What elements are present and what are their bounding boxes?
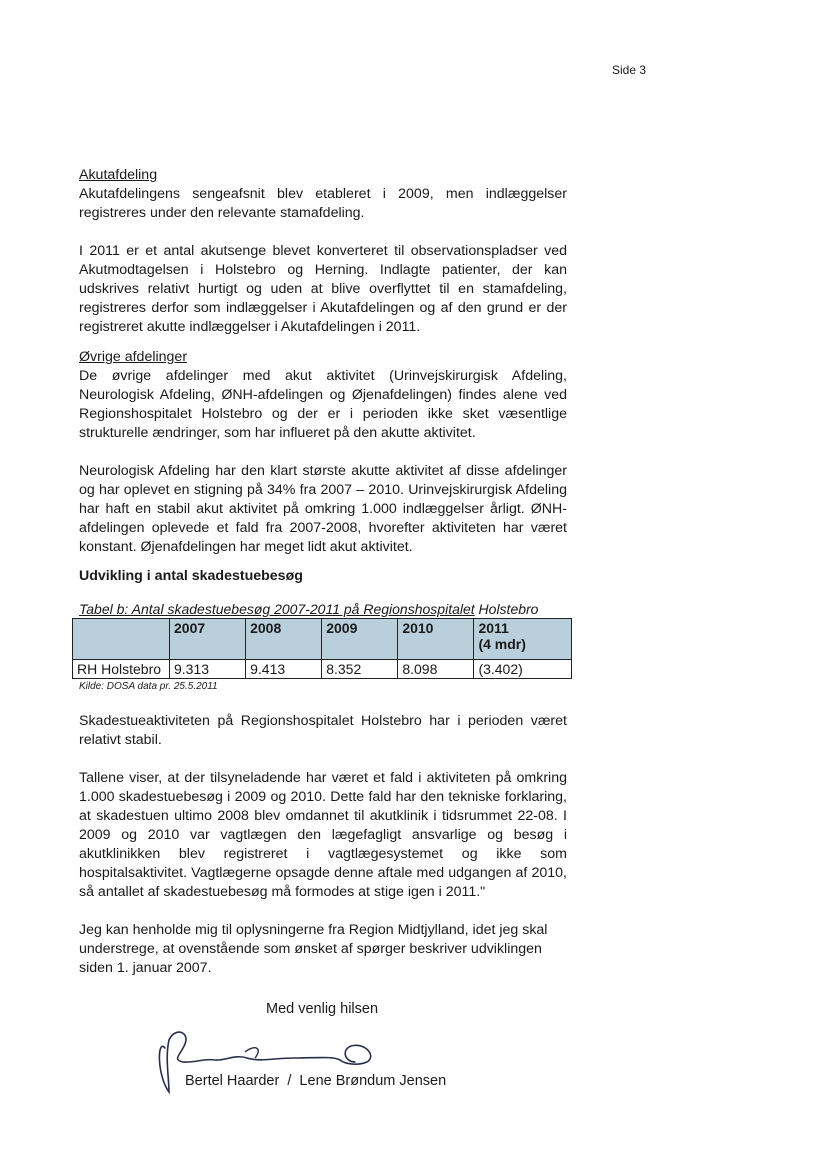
- cell-2010: 8.098: [398, 660, 474, 679]
- header-cell-2010: 2010: [398, 619, 474, 660]
- header-cell-2008: 2008: [246, 619, 322, 660]
- table-caption-main: Tabel b: Antal skadestuebesøg 2007-2011 på Regionshospitalet: [79, 601, 475, 617]
- paragraph: Akutafdelingens sengeafsnit blev etableret i 2009, men indlæggelser registreres under den relevante stamafdeling.: [79, 186, 567, 221]
- table-caption: [79, 601, 538, 617]
- header-cell-empty: [73, 619, 170, 660]
- paragraph: Jeg kan henholde mig til oplysningerne fra Region Midtjylland, idet jeg skal understrege, at ovenstående som ønsket af spørger beskriver udviklingen siden 1. januar 2007.: [79, 922, 548, 976]
- table-source: Kilde: DOSA data pr. 25.5.2011: [79, 681, 218, 692]
- table-header-row: [73, 619, 572, 660]
- skadestue-table: [72, 618, 572, 679]
- paragraph: Tallene viser, at der tilsyneladende har været et fald i aktiviteten på omkring 1.000 skadestuebesøg i 2009 og 2010. Dette fald har den tekniske forklaring, at skadestuen ultimo 2008 blev omdannet til akutklinik i tidsrummet 22-08. I 2009 og 2010 var vagtlægen den lægefagligt ansvarlige og besøg i akutklinikken blev registreret i vagtlægesystemet og ikke som hospitalsaktivitet. Vagtlægerne opsagde denne aftale med udgangen af 2010, så antallet af skadestuebesøg må formodes at stige igen i 2011.": [79, 770, 567, 900]
- cell-2011: (3.402): [474, 660, 572, 679]
- header-2011-year: 2011: [478, 620, 509, 636]
- table-caption-rest: Holstebro: [474, 601, 539, 617]
- section-after-table: [79, 712, 567, 978]
- header-cell-2011: [474, 619, 572, 660]
- heading-akutafdeling: Akutafdeling: [79, 167, 158, 183]
- table-row: [73, 660, 572, 679]
- heading-udvikling: Udvikling i antal skadestuebesøg: [79, 568, 303, 584]
- header-cell-2007: 2007: [170, 619, 246, 660]
- row-label: RH Holstebro: [73, 660, 170, 679]
- cell-2007: 9.313: [170, 660, 246, 679]
- section-akutafdeling: [79, 166, 567, 337]
- paragraph: De øvrige afdelinger med akut aktivitet (Urinvejskirurgisk Afdeling, Neurologisk Afdeling, ØNH-afdelingen og Øjenafdelingen) findes alene ved Regionshospitalet Holstebro og der er i perioden ikke sket væsentlige strukturelle ændringer, som har influeret på den akutte aktivitet.: [79, 368, 567, 441]
- section-oevrige-afdelinger: [79, 348, 567, 557]
- header-cell-2009: 2009: [322, 619, 398, 660]
- cell-2008: 9.413: [246, 660, 322, 679]
- cell-2009: 8.352: [322, 660, 398, 679]
- paragraph: I 2011 er et antal akutsenge blevet konverteret til observationspladser ved Akutmodtagelsen i Holstebro og Herning. Indlagte patienter, der kan udskrives relativt hurtigt og uden at blive overflyttet til en stamafdeling, registreres derfor som indlæggelser i Akutafdelingen og af den grund er der registreret akutte indlæggelser i Akutafdelingen i 2011.: [79, 243, 567, 335]
- page-number: Side 3: [612, 63, 647, 77]
- signers: Bertel Haarder / Lene Brøndum Jensen: [185, 1073, 447, 1089]
- paragraph: Neurologisk Afdeling har den klart største akutte aktivitet af disse afdelinger og har oplevet en stigning på 34% fra 2007 – 2010. Urinvejskirurgisk Afdeling har haft en stabil akut aktivitet på omkring 1.000 indlæggelser årligt. ØNH-afdelingen oplevede et fald fra 2007-2008, hvorefter aktiviteten har været konstant. Øjenafdelingen har meget lidt akut aktivitet.: [79, 463, 567, 555]
- paragraph: Skadestueaktiviteten på Regionshospitalet Holstebro har i perioden været relativt stabil.: [79, 713, 567, 748]
- header-2011-note: (4 mdr): [478, 636, 526, 652]
- closing-greeting: Med venlig hilsen: [266, 1001, 379, 1017]
- heading-oevrige-afdelinger: Øvrige afdelinger: [79, 349, 188, 365]
